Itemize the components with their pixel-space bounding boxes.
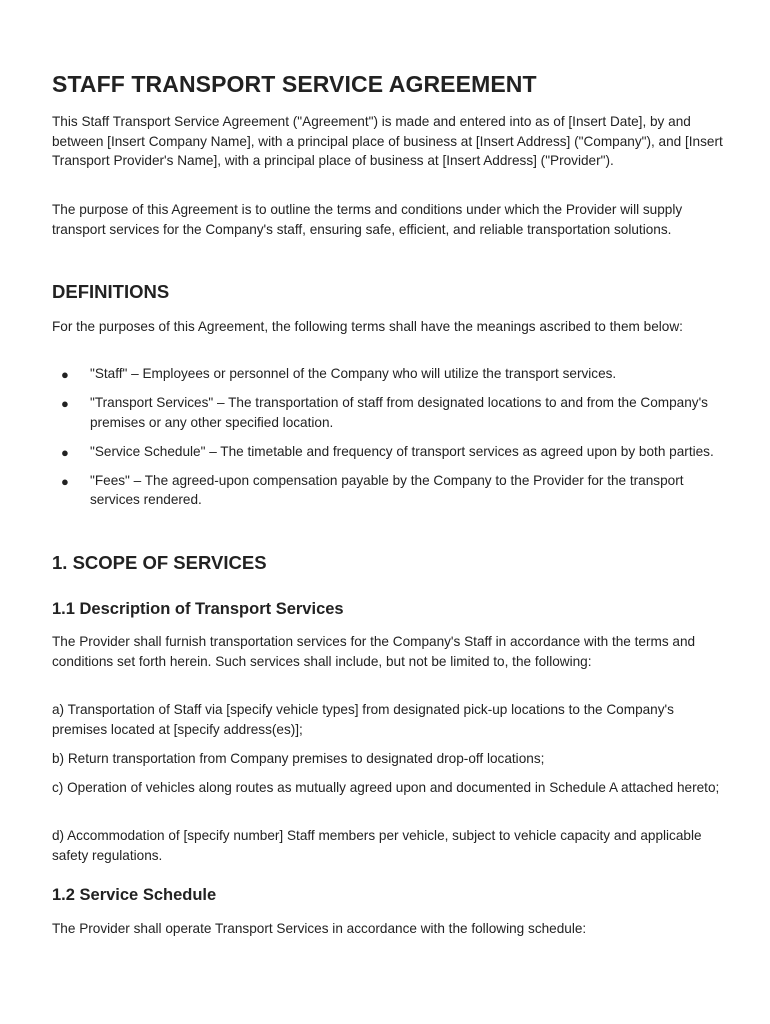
definition-item-transport-services [52, 393, 724, 432]
section1-2-heading: 1.2 Service Schedule [52, 886, 217, 904]
service-item-a: a) Transportation of Staff via [specify vehicle types] from designated pick-up locations to the Company's premises located at [specify address(es)]; [52, 702, 674, 737]
definition-text: "Staff" – Employees or personnel of the Company who will utilize the transport services. [90, 366, 617, 381]
definition-item-fees [52, 471, 724, 510]
section1-2-intro: The Provider shall operate Transport Services in accordance with the following schedule: [52, 921, 587, 936]
definition-item-staff [52, 364, 724, 384]
definitions-intro: For the purposes of this Agreement, the following terms shall have the meanings ascribed to them below: [52, 319, 683, 334]
definition-text: "Fees" – The agreed-upon compensation payable by the Company to the Provider for the transport services rendered. [90, 472, 684, 507]
definition-text: "Service Schedule" – The timetable and frequency of transport services as agreed upon by both parties. [90, 443, 714, 459]
bullet-icon: ● [61, 473, 69, 489]
service-item-c: c) Operation of vehicles along routes as mutually agreed upon and documented in Schedule A attached hereto; [52, 780, 720, 795]
definitions-list [52, 364, 724, 519]
section1-heading: 1. SCOPE OF SERVICES [52, 552, 267, 573]
bullet-icon: ● [61, 396, 69, 411]
intro-paragraph: This Staff Transport Service Agreement ("Agreement") is made and entered into as of [Insert Date], by and between [Insert Company Name], with a principal place of business at [Insert Address] ("Company"), and [Insert Transport Provider's Name], with a principal place of business at [Insert Address] ("Provider"). [52, 114, 723, 168]
section1-1-intro: The Provider shall furnish transportation services for the Company's Staff in accordance with the terms and conditions set forth herein. Such services shall include, but not be limited to, the following: [52, 634, 696, 669]
service-item-d: d) Accommodation of [specify number] Staff members per vehicle, subject to vehicle capacity and applicable safety regulations. [52, 828, 702, 863]
definition-text: "Transport Services" – The transportation of staff from designated locations to and from the Company's premises or any other specified location. [90, 395, 708, 430]
purpose-paragraph: The purpose of this Agreement is to outline the terms and conditions under which the Provider will supply transport services for the Company's staff, ensuring safe, efficient, and reliable transportation solutions. [52, 202, 683, 237]
definitions-heading: DEFINITIONS [52, 281, 170, 302]
definition-item-service-schedule [52, 442, 724, 462]
bullet-icon: ● [61, 367, 69, 382]
document-title: STAFF TRANSPORT SERVICE AGREEMENT [52, 71, 537, 97]
service-item-b: b) Return transportation from Company premises to designated drop-off locations; [52, 751, 545, 766]
bullet-icon: ● [61, 444, 69, 460]
section1-1-heading: 1.1 Description of Transport Services [52, 600, 344, 618]
